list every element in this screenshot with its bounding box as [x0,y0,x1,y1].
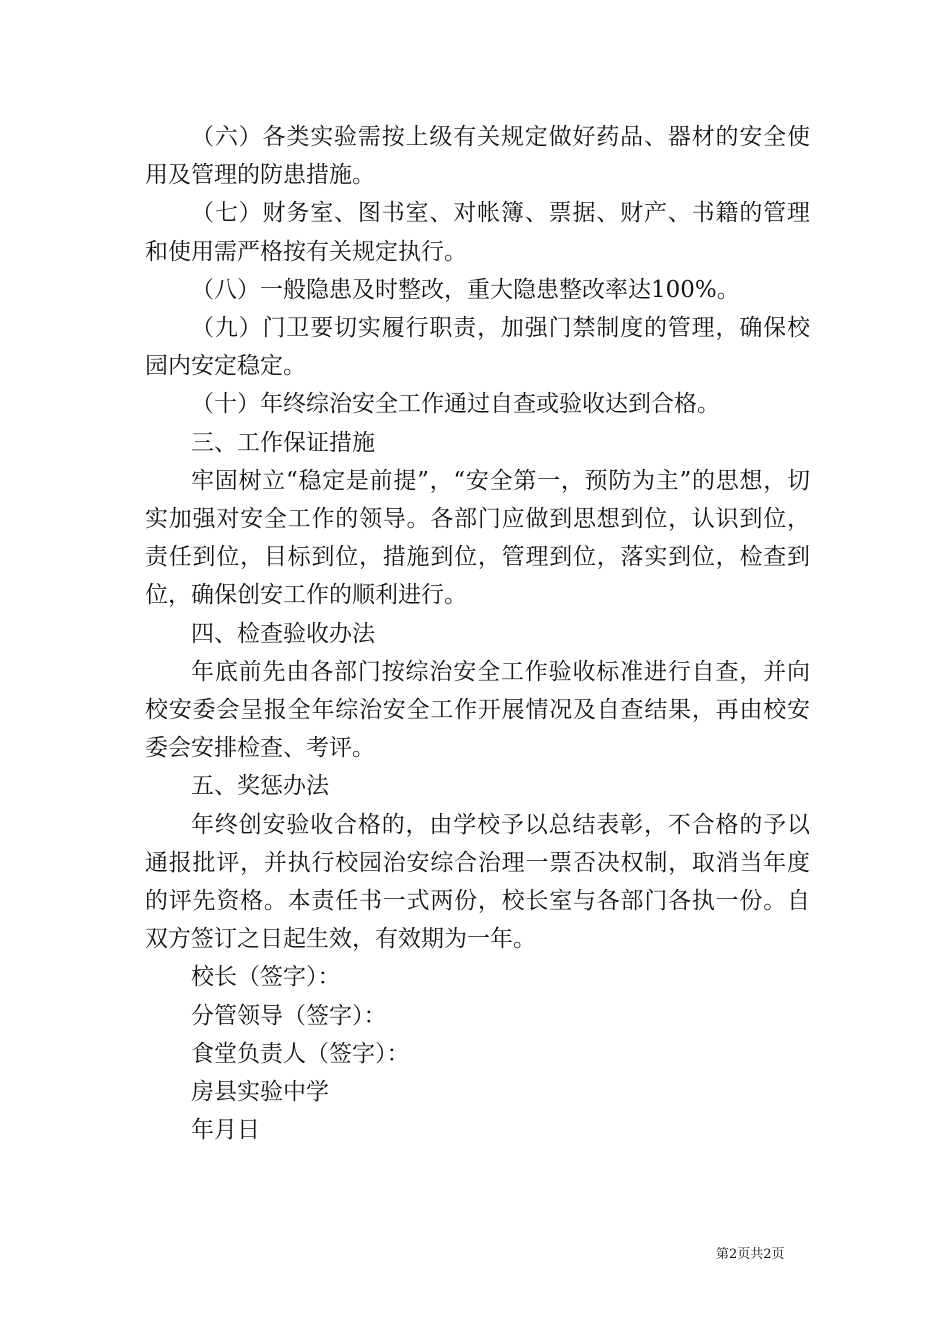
date-line: 年月日 [191,1117,260,1144]
section-five-body: 年终创安验收合格的，由学校予以总结表彰，不合格的予以通报批评，并执行校园治安综合治理一票否决权制，取消当年度的评先资格。本责任书一式两份，校长室与各部门各执一份。自双方签订之日起生效，有效期为一年。 [145,811,810,953]
school-name: 房县实验中学 [191,1079,329,1106]
section-heading-five: 五、奖惩办法 [191,773,329,800]
section-heading-three: 三、工作保证措施 [191,429,375,456]
section-heading-four: 四、检查验收办法 [191,620,375,647]
item-eight: （八）一般隐患及时整改，重大隐患整改率达100%。 [191,276,740,303]
canteen-signature-line: 食堂负责人（签字）： [191,1040,410,1067]
leader-signature-line: 分管领导（签字）： [191,1002,387,1029]
section-three-body: 牢固树立“稳定是前提”，“安全第一，预防为主”的思想，切实加强对安全工作的领导。各部门应做到思想到位，认识到位，责任到位，目标到位，措施到位，管理到位，落实到位，检查到位，确保创安工作的顺利进行。 [145,467,810,609]
page-number: 第2页共2页 [716,1247,785,1262]
item-nine: （九）门卫要切实履行职责，加强门禁制度的管理，确保校园内安定稳定。 [145,315,810,380]
document-body [145,118,810,1149]
section-four-body: 年底前先由各部门按综治安全工作验收标准进行自查，并向校安委会呈报全年综治安全工作开展情况及自查结果，再由校安委会安排检查、考评。 [145,658,810,762]
item-six: （六）各类实验需按上级有关规定做好药品、器材的安全使用及管理的防患措施。 [145,124,810,189]
item-ten: （十）年终综治安全工作通过自查或验收达到合格。 [191,391,720,418]
principal-signature-line: 校长（签字）： [191,964,341,991]
item-seven: （七）财务室、图书室、对帐簿、票据、财产、书籍的管理和使用需严格按有关规定执行。 [145,200,810,265]
